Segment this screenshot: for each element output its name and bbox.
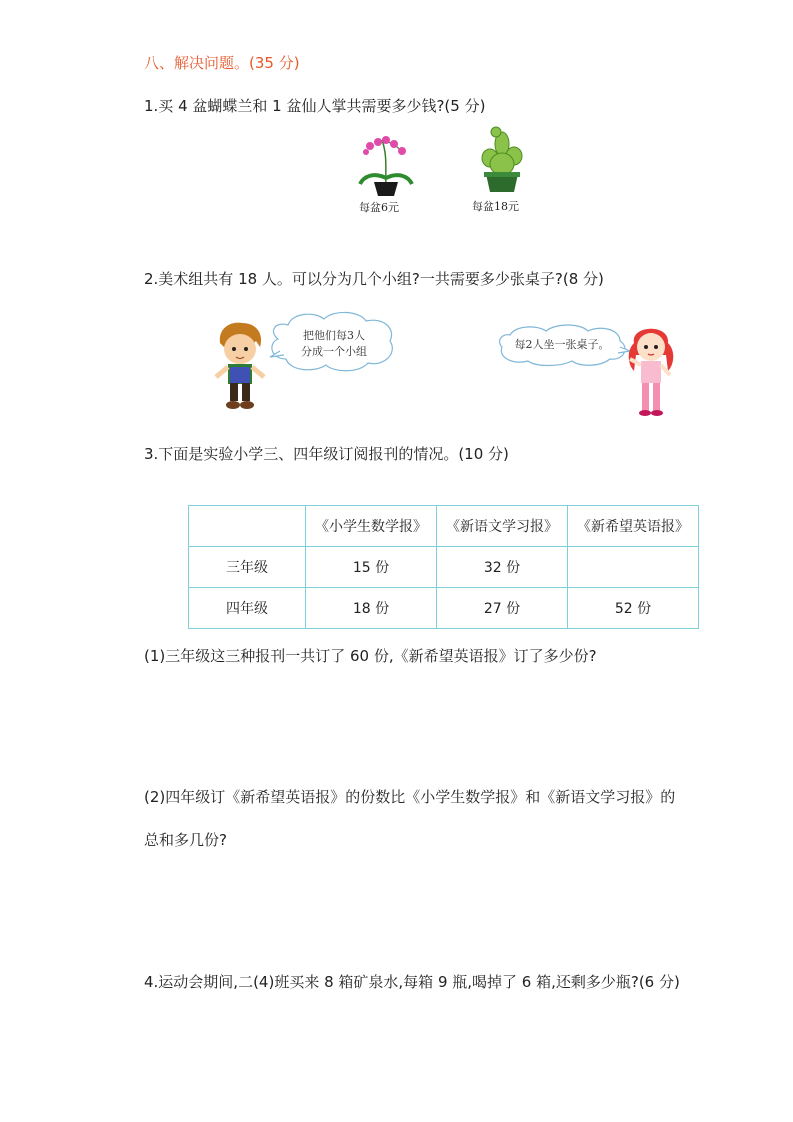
newspaper-subscription-table <box>188 505 699 629</box>
orchid-illustration <box>358 132 414 198</box>
table-cell: 27 份 <box>437 588 568 629</box>
orchid-price-caption: 每盆6元 <box>359 201 399 214</box>
boy-bubble-line-1: 把他们每3人 <box>303 329 365 342</box>
boy-bubble-line-2: 分成一个小组 <box>301 345 367 358</box>
cactus-illustration <box>474 124 530 194</box>
question-3-sub-2-line-1: (2)四年级订《新希望英语报》的份数比《小学生数学报》和《新语文学习报》的 <box>144 788 676 806</box>
table-cell: 15 份 <box>306 547 437 588</box>
question-2-text: 2.美术组共有 18 人。可以分为几个小组?一共需要多少张桌子?(8 分) <box>144 270 604 288</box>
section-title: 八、解决问题。(35 分) <box>144 54 300 72</box>
table-row <box>189 547 699 588</box>
question-3-sub-1: (1)三年级这三种报刊一共订了 60 份,《新希望英语报》订了多少份? <box>144 647 597 665</box>
table-cell: 52 份 <box>568 588 699 629</box>
question-3-sub-2-line-2: 总和多几份? <box>144 831 227 849</box>
boy-illustration <box>210 321 270 411</box>
table-header-cell <box>189 506 306 547</box>
table-header-cell: 《小学生数学报》 <box>306 506 437 547</box>
table-header-cell: 《新语文学习报》 <box>437 506 568 547</box>
question-4-text: 4.运动会期间,二(4)班买来 8 箱矿泉水,每箱 9 瓶,喝掉了 6 箱,还剩多少瓶?(6 分) <box>144 973 680 991</box>
table-header-cell: 《新希望英语报》 <box>568 506 699 547</box>
girl-bubble-text: 每2人坐一张桌子。 <box>514 338 610 351</box>
table-cell: 32 份 <box>437 547 568 588</box>
cactus-price-caption: 每盆18元 <box>472 200 519 213</box>
table-row <box>189 588 699 629</box>
table-cell: 18 份 <box>306 588 437 629</box>
girl-illustration <box>622 321 680 419</box>
table-cell: 三年级 <box>189 547 306 588</box>
table-cell <box>568 547 699 588</box>
table-cell: 四年级 <box>189 588 306 629</box>
table-header-row <box>189 506 699 547</box>
question-1-text: 1.买 4 盆蝴蝶兰和 1 盆仙人掌共需要多少钱?(5 分) <box>144 97 486 115</box>
question-3-text: 3.下面是实验小学三、四年级订阅报刊的情况。(10 分) <box>144 445 509 463</box>
